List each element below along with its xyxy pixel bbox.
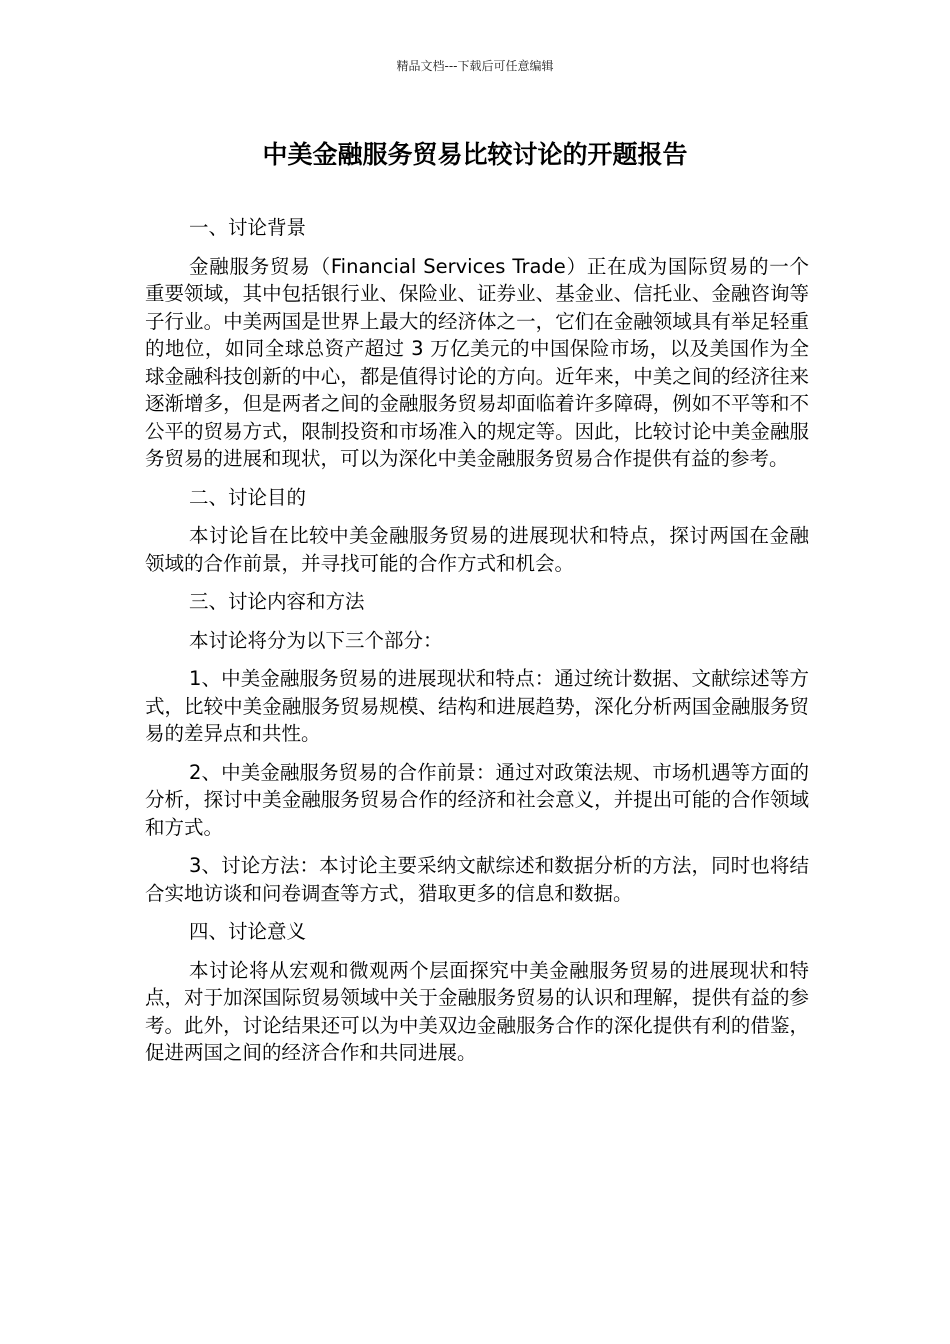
background-paragraph: 金融服务贸易（Financial Services Trade）正在成为国际贸易的一个重要领域，其中包括银行业、保险业、证券业、基金业、信托业、金融咨询等子行业。中美两国是世界上最大的经济体之一，它们在金融领域具有举足轻重的地位，如同全球总资产超过 3 万亿美元的中国保险市场，以及美国作为全球金融科技创新的中心，都是值得讨论的方向。近年来，中美之间的经济往来逐渐增多，但是两者之间的金融服务贸易却面临着许多障碍，例如不平等和不公平的贸易方式，限制投资和市场准入的规定等。因此，比较讨论中美金融服务贸易的进展和现状，可以为深化中美金融服务贸易合作提供有益的参考。 bbox=[145, 254, 809, 470]
section-heading-content-method: 三、讨论内容和方法 bbox=[189, 590, 365, 613]
significance-paragraph: 本讨论将从宏观和微观两个层面探究中美金融服务贸易的进展现状和特点，对于加深国际贸易领域中关于金融服务贸易的认识和理解，提供有益的参考。此外，讨论结果还可以为中美双边金融服务合作的深化提供有利的借鉴，促进两国之间的经济合作和共同进展。 bbox=[145, 958, 809, 1064]
purpose-paragraph: 本讨论旨在比较中美金融服务贸易的进展现状和特点，探讨两国在金融领域的合作前景，并寻找可能的合作方式和机会。 bbox=[145, 524, 809, 575]
section-heading-purpose: 二、讨论目的 bbox=[189, 485, 307, 509]
content-method-intro: 本讨论将分为以下三个部分： bbox=[189, 628, 443, 652]
page-header-note: 精品文档---下载后可任意编辑 bbox=[396, 59, 554, 73]
document-title: 中美金融服务贸易比较讨论的开题报告 bbox=[262, 140, 688, 169]
content-method-item-3: 3、讨论方法：本讨论主要采纳文献综述和数据分析的方法，同时也将结合实地访谈和问卷调查等方式，猎取更多的信息和数据。 bbox=[145, 854, 809, 905]
content-method-item-2: 2、中美金融服务贸易的合作前景：通过对政策法规、市场机遇等方面的分析，探讨中美金融服务贸易合作的经济和社会意义，并提出可能的合作领域和方式。 bbox=[145, 760, 809, 839]
section-heading-significance: 四、讨论意义 bbox=[189, 920, 307, 943]
section-heading-background: 一、讨论背景 bbox=[189, 216, 307, 239]
content-method-item-1: 1、中美金融服务贸易的进展现状和特点：通过统计数据、文献综述等方式，比较中美金融服务贸易规模、结构和进展趋势，深化分析两国金融服务贸易的差异点和共性。 bbox=[145, 667, 809, 745]
document-body bbox=[145, 214, 809, 1078]
